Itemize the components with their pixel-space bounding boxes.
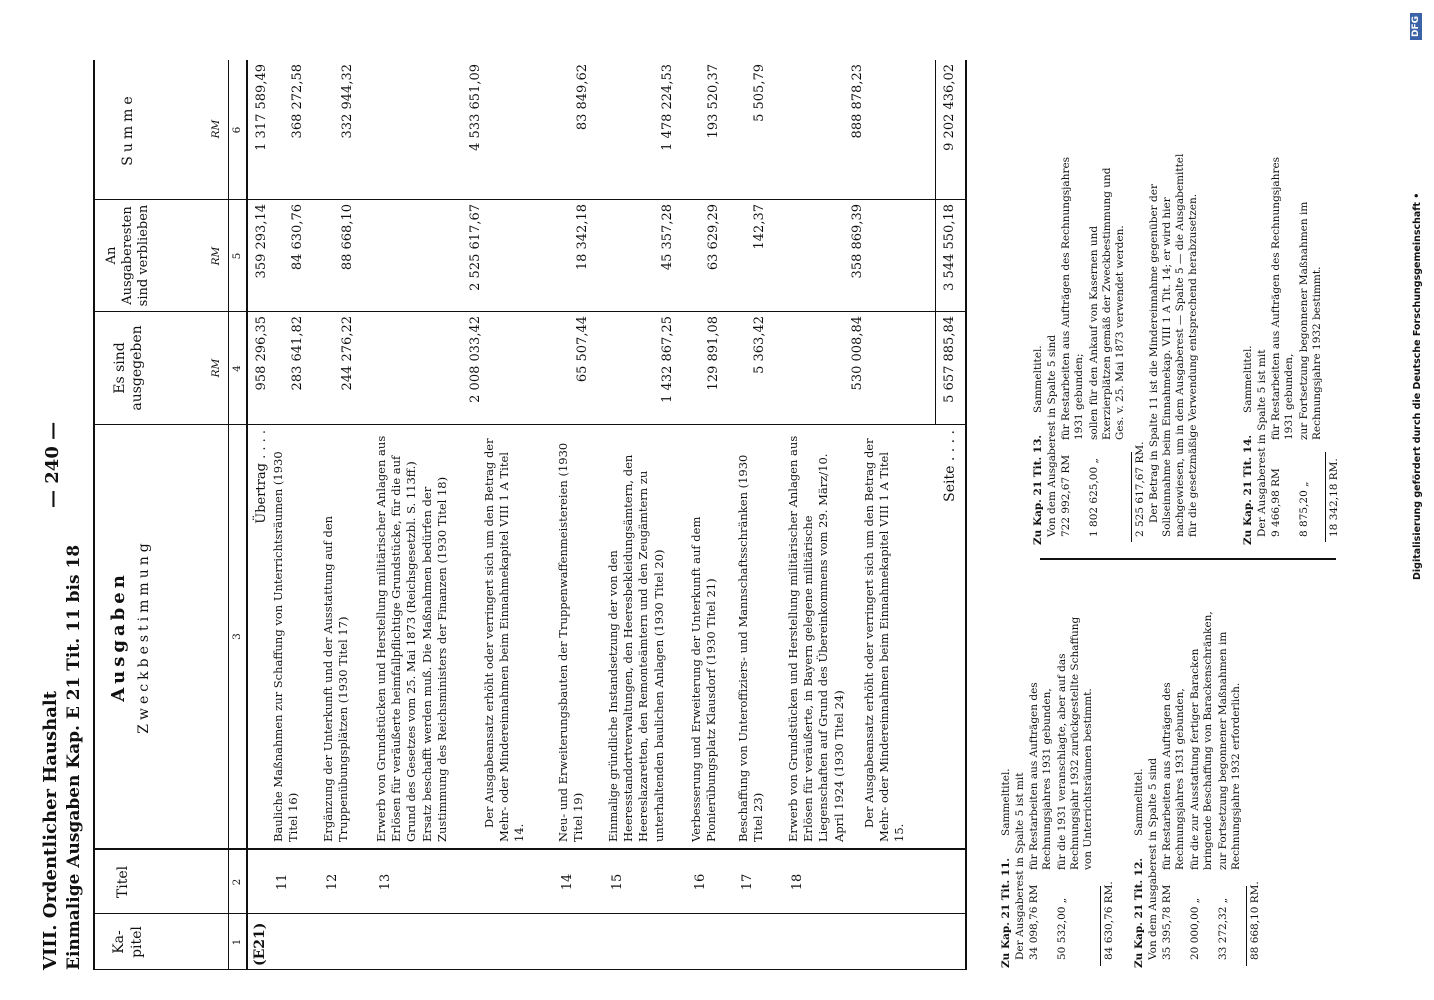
note-12-kind: Sammeltitel. [1133, 768, 1145, 836]
row-15-col5: 45 357,28 [660, 204, 675, 271]
colnum-4: 4 [231, 365, 243, 372]
row-12-col6: 332 944,32 [340, 64, 355, 139]
note-11-sum-rule [1100, 886, 1101, 966]
row-15-titel: 15 [610, 873, 625, 891]
note-14-intro: Der Ausgaberest in Spalte 5 ist mit [1256, 349, 1268, 537]
row-11-col6: 368 272,58 [290, 64, 305, 139]
unit-col4: RM [210, 358, 222, 378]
note-13-intro: Von dem Ausgaberest in Spalte 5 sind [1046, 334, 1058, 537]
seite-col4: 5 657 885,84 [942, 316, 957, 403]
row-14-text: Neu- und Erweiterungsbauten der Truppenwaffenmeistereien (1930 Titel 19) [556, 442, 586, 842]
row-16-col4: 129 891,08 [706, 316, 721, 391]
note-11-amount-1: 34 098,76 RM [1028, 884, 1040, 960]
note-14-text-2: zur Fortsetzung begonnener Maßnahmen im Rechnungsjahre 1932 bestimmt. [1298, 201, 1323, 440]
note-14-heading: Zu Kap. 21 Tit. 14. [1242, 434, 1254, 545]
colnum-2: 2 [231, 878, 243, 886]
head-an-ausgaberesten: An Ausgaberesten sind verblieben [104, 204, 151, 307]
note-12-amount-1: 35 395,78 RM [1161, 884, 1173, 960]
note-14-text-1: für Restarbeiten aus Aufträgen des Rechnungsjahres 1931 gebunden, [1270, 156, 1295, 440]
row-18-titel: 18 [790, 873, 805, 891]
row-13-col5: 2 525 617,67 [468, 204, 483, 291]
row-13-col6: 4 533 651,09 [468, 64, 483, 151]
colnum-row-bottom [246, 60, 248, 970]
seite-sum-rule [935, 60, 936, 425]
note-12-amount-2: 20 000,00 „ [1189, 897, 1201, 960]
row-16-col5: 63 629,29 [706, 204, 721, 271]
row-11-col4: 283 641,82 [290, 316, 305, 391]
row-18-note: Der Ausgabeansatz erhöht oder verringert sich um den Betrag der Mehr- oder Mindereinnahmen beim Einnahmekapitel VIII 1 A Titel 15. [862, 438, 907, 842]
col-divider-3 [93, 424, 967, 425]
uebertrag-col4: 958 296,35 [254, 316, 269, 391]
head-es-sind: Es sind ausgegeben [112, 325, 145, 411]
seite-col5: 3 544 550,18 [942, 204, 957, 291]
dfg-watermark-text: Digitalisierung gefördert durch die Deutsche Forschungsgemeinschaft • [1412, 192, 1423, 580]
colnum-5: 5 [231, 252, 243, 260]
row-14-col5: 18 342,18 [575, 204, 590, 271]
note-13-total: 2 525 617,67 RM. [1134, 441, 1146, 537]
uebertrag-col6: 1 317 589,49 [254, 64, 269, 151]
header-section-title: VIII. Ordentlicher Haushalt [40, 690, 61, 970]
row-13-col4: 2 008 033,42 [468, 316, 483, 403]
row-17-col4: 5 363,42 [752, 316, 767, 374]
col-divider-2 [93, 848, 967, 850]
note-12-text-2: für die zur Ausstattung fertiger Baracken bringende Beschaffung von Barackenschränken, [1189, 611, 1214, 870]
row-11-titel: 11 [275, 873, 290, 891]
row-17-text: Beschaffung von Unteroffiziers- und Mannschaftsschränken (1930 Titel 23) [736, 454, 766, 842]
head-summe: Summe [120, 92, 136, 166]
row-14-col6: 83 849,62 [575, 64, 590, 131]
head-titel: Titel [115, 865, 131, 899]
note-13-amount-2: 1 802 625,00 „ [1088, 458, 1100, 537]
row-17-col6: 5 505,79 [752, 64, 767, 122]
row-15-col6: 1 478 224,53 [660, 64, 675, 151]
seite-label: Seite . . . . [942, 430, 958, 502]
row-17-col5: 142,37 [752, 204, 767, 250]
colnum-3: 3 [231, 633, 243, 640]
notes-column-divider [1040, 558, 1336, 560]
dfg-logo: DFG [1410, 13, 1422, 40]
row-18-text: Erwerb von Grundstücken und Herstellung militärischer Anlagen aus Erlösen für veräußerte, in Bayern gelegene militärische Liegenschaften auf Grund des Übereinkommens vom 29. März/10. April 1924 (1930 Titel 24) [786, 435, 846, 842]
row-15-text: Einmalige gründliche Instandsetzung der von den Heeresstandortverwaltungen, den Heeresbekleidungsämtern, den Heereslazaretten, den Remonteämtern und den Zeugämtern zu unterhaltenden baulichen Anlagen (1930 Titel 20) [606, 454, 666, 842]
note-11-text-2: für die 1931 veranschlagte, aber auf das Rechnungsjahr 1932 zurückgestellte Schaffung von Unterrichtsräumen bestimmt. [1056, 616, 1094, 870]
note-12-text-1: für Restarbeiten aus Aufträgen des Rechnungsjahres 1931 gebunden, [1161, 682, 1186, 870]
note-11-amount-2: 50 532,00 „ [1056, 897, 1068, 960]
uebertrag-col5: 359 293,14 [254, 204, 269, 279]
note-14-total: 18 342,18 RM. [1328, 458, 1340, 537]
row-12-col5: 88 668,10 [340, 204, 355, 271]
row-13-text: Erwerb von Grundstücken und Herstellung militärischer Anlagen aus Erlösen für veräußerte heimfallpflichtige Grundstücke, für die auf Grund des Gesetzes vom 25. Mai 1873 (Reichsgesetzbl. S. 113ff.) Ersatz beschafft werden muß. Die Maßnahmen bedürfen der Zustimmung des Reichsministers der Finanzen (1930 Titel 18) [374, 435, 449, 842]
row-12-col4: 244 276,22 [340, 316, 355, 391]
note-13-kind: Sammeltitel. [1032, 345, 1044, 413]
head-ausgaben: Ausgaben [108, 571, 129, 702]
head-zweck: Zweckbestimmung [136, 539, 152, 734]
note-11-total: 84 630,76 RM. [1103, 881, 1115, 960]
note-14-sum-rule [1325, 452, 1326, 542]
unit-col6: RM [210, 119, 222, 139]
note-14-amount-2: 8 875,20 „ [1298, 481, 1310, 537]
note-13-heading: Zu Kap. 21 Tit. 13. [1032, 434, 1044, 545]
row-18-col4: 530 008,84 [850, 316, 865, 391]
note-12-sum-rule [1246, 886, 1247, 966]
row-16-text: Verbesserung und Erweiterung der Unterkunft auf dem Pionierübungsplatz Klausdorf (1930 Titel 21) [689, 516, 719, 842]
uebertrag-label: Übertrag . . . . [254, 430, 269, 524]
table-top-rule [93, 60, 95, 970]
unit-col5: RM [210, 246, 222, 266]
note-13-text-2: sollen für den Ankauf von Kasernen und Exerzierplätzen gemäß der Zweckbestimmung und Ges. v. 25. Mai 1873 verwendet werden. [1088, 167, 1126, 440]
note-12-intro: Von dem Ausgaberest in Spalte 5 sind [1147, 757, 1159, 960]
kapitel-label: (E21) [252, 922, 268, 966]
row-16-titel: 16 [693, 873, 708, 891]
note-12-total: 88 668,10 RM. [1249, 881, 1261, 960]
row-14-col4: 65 507,44 [575, 316, 590, 383]
note-11-text-1: für Restarbeiten aus Aufträgen des Rechnungsjahres 1931 gebunden, [1028, 682, 1053, 870]
row-12-text: Ergänzung der Unterkunft und der Ausstattung auf den Truppenübungsplätzen (1930 Titel 17) [321, 515, 351, 842]
header-subtitle: Einmalige Ausgaben Kap. E 21 Tit. 11 bis 18 [64, 544, 84, 970]
row-17-titel: 17 [740, 873, 755, 891]
note-13-sum-rule [1131, 452, 1132, 542]
row-11-text: Bauliche Maßnahmen zur Schaffung von Unterrichtsräumen (1930 Titel 16) [271, 451, 301, 842]
note-13-amount-1: 722 992,67 RM [1060, 454, 1072, 537]
row-12-titel: 12 [325, 873, 340, 891]
row-18-col5: 358 869,39 [850, 204, 865, 279]
note-13-para: Der Betrag in Spalte 11 ist die Mindereinnahme gegenüber der Sollseinnahme beim Einnahmekap. VIII 1 A Tit. 14; er wird hier nachgewiesen, um in dem Ausgaberest — Spalte 5 — die Ausgabemittel für die gesetzmäßige Verwendung entsprechend herabzusetzen. [1148, 153, 1199, 537]
row-18-col6: 888 878,23 [850, 64, 865, 139]
note-13-text-1: für Restarbeiten aus Aufträgen des Rechnungsjahres 1931 gebunden; [1060, 156, 1085, 440]
note-11-intro: Der Ausgaberest in Spalte 5 ist mit [1014, 772, 1026, 960]
note-12-text-3: zur Fortsetzung begonnener Maßnahmen im Rechnungsjahre 1932 erforderlich. [1217, 631, 1242, 870]
row-16-col6: 193 520,37 [706, 64, 721, 139]
table-left-edge [93, 969, 967, 970]
head-kapitel: Ka-pitel [111, 926, 145, 958]
table-bottom-rule [965, 60, 967, 970]
note-11-heading: Zu Kap. 21 Tit. 11. [1000, 857, 1012, 968]
note-12-amount-3: 33 272,32 „ [1217, 897, 1229, 960]
row-13-titel: 13 [378, 873, 393, 891]
note-12-heading: Zu Kap. 21 Tit. 12. [1133, 857, 1145, 968]
page-number: — 240 — [42, 421, 63, 508]
note-11-kind: Sammeltitel. [1000, 768, 1012, 836]
colnum-1: 1 [231, 938, 243, 946]
row-13-note: Der Ausgabeansatz erhöht oder verringert sich um den Betrag der Mehr- oder Mindereinnahmen beim Einnahmekapitel VIII 1 A Titel 14. [482, 438, 527, 842]
row-15-col4: 1 432 867,25 [660, 316, 675, 403]
seite-col6: 9 202 436,02 [942, 64, 957, 151]
col-divider-4 [93, 311, 967, 312]
col-divider-5 [93, 199, 967, 200]
note-14-kind: Sammeltitel. [1242, 345, 1254, 413]
row-11-col5: 84 630,76 [290, 204, 305, 271]
row-14-titel: 14 [560, 873, 575, 891]
note-14-amount-1: 9 466,98 RM [1270, 468, 1282, 537]
col-divider-1 [93, 913, 967, 914]
colnum-row-top [228, 60, 229, 970]
colnum-6: 6 [231, 126, 243, 134]
